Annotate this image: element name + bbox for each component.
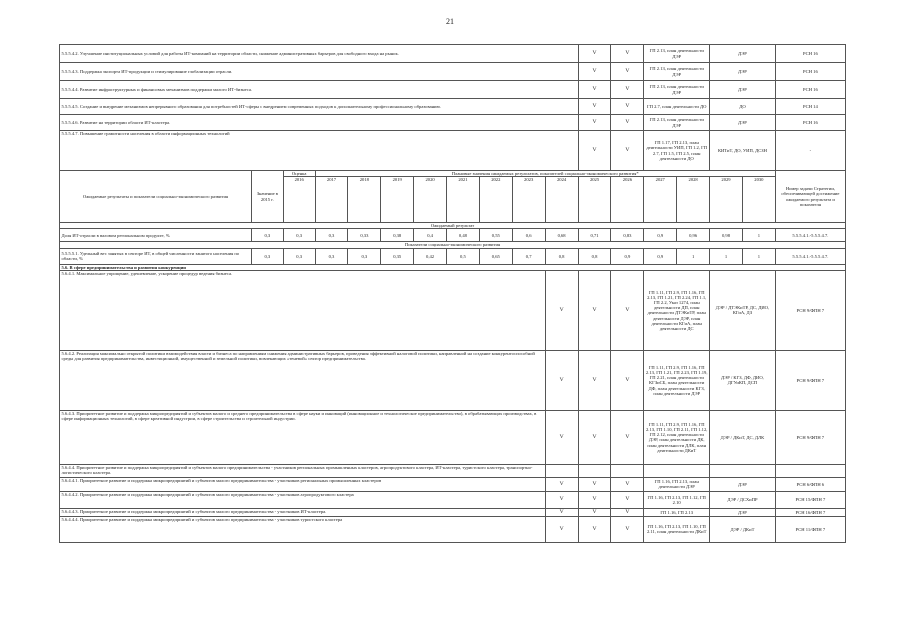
header-2015: Значение в 2015 г. xyxy=(251,171,283,223)
header-task: Номер задачи Стратегии, обеспечивающей достижение ожидаемого результата и показателя xyxy=(775,171,845,223)
executor: ДЭР xyxy=(710,63,776,81)
executor: ДО xyxy=(710,99,776,115)
mark-v: V xyxy=(611,491,644,508)
year-header: 2026 xyxy=(611,177,644,223)
measure-text: 5.5.5.4.6. Развитие на территории области ИТ-кластера. xyxy=(60,115,579,131)
program-ref: ГП 2.13, план деятельности ДЭР xyxy=(644,45,710,63)
executor: ДЭР xyxy=(710,115,776,131)
program-ref: ГП 1.11, ГП 2.9, ГП 1.16, ГП 2.13, ГП 1.21, ГП 2.23, ГП 1.19, ГП 2.21, план деятельности КГЗиСБ, план деятельности ДФ, план деятельности КГЗ, план деятельности ДЭР xyxy=(644,350,710,410)
table-row xyxy=(60,491,846,508)
mark-v: V xyxy=(545,350,578,410)
value-cell: 0,48 xyxy=(447,229,480,242)
year-header: 2021 xyxy=(447,177,480,223)
year-header: 2019 xyxy=(381,177,414,223)
year-header: 2018 xyxy=(348,177,381,223)
program-ref: ГП 2.13, план деятельности ДЭР xyxy=(644,115,710,131)
measure-text: 5.6.4.4.3. Приоритетное развитие и поддержка микропредприятий и субъектов малого предпринимательства - участников ИТ-кластера. xyxy=(60,508,546,516)
value-cell: 0,42 xyxy=(414,248,447,264)
value-cell: 0,4 xyxy=(414,229,447,242)
year-header: 2029 xyxy=(710,177,743,223)
table-row xyxy=(60,81,846,99)
measure-text: 5.6.4.4.2. Приоритетное развитие и поддержка микропредприятий и субъектов малого предпринимательства - участников агропродуктового кластера xyxy=(60,491,546,508)
mark-v: V xyxy=(578,270,611,350)
measure-text: 5.6.4.4.1. Приоритетное развитие и поддержка микропредприятий и субъектов малого предпринимательства - участников региональных промышленных кластеров xyxy=(60,477,546,491)
value-cell: 0,3 xyxy=(283,229,315,242)
program-ref: ГП 2.13, план деятельности ДЭР xyxy=(644,63,710,81)
value-cell: 0,9 xyxy=(644,248,677,264)
mark-v: V xyxy=(611,115,644,131)
mark-v: V xyxy=(578,508,611,516)
mark-v: V xyxy=(545,516,578,542)
value-cell: 0,96 xyxy=(677,229,710,242)
measure-text: 5.5.5.4.2. Улучшение институциональных условий для работы ИТ-компаний на территории области, снижение административных барьеров для свободного входа на рынок. xyxy=(60,45,579,63)
mark-v: V xyxy=(611,131,644,171)
measure-text: 5.5.5.4.5. Создание и внедрение механизмов непрерывного образования для потребностей ИТ-сферы с внедрением современных подходов к дополнительному профессиональному образованию. xyxy=(60,99,579,115)
measure-text: 5.6.4.4.4. Приоритетное развитие и поддержка микропредприятий и субъектов малого предпринимательства - участников туристского кластера xyxy=(60,516,546,542)
mark-v: V xyxy=(545,410,578,464)
rsn-ref: РСН 11/ФПН 7 xyxy=(775,516,845,542)
program-ref: ГП 1.16, ГП 2.13, план деятельности ДЭР xyxy=(644,477,710,491)
executor: ДЭР xyxy=(710,508,776,516)
value-cell: 1 xyxy=(742,248,775,264)
executor: ДЭР / ДТЭКиТР, ДС, ДИО, КГиА, ДЗ xyxy=(710,270,776,350)
table-row xyxy=(60,410,846,464)
executor: ДЭР / ДКиТ xyxy=(710,516,776,542)
task-ref: 5.5.5.4.1.-5.5.5.4.7. xyxy=(775,248,845,264)
year-header: 2024 xyxy=(545,177,578,223)
mark-v: V xyxy=(578,81,611,99)
value-cell: 0,7 xyxy=(512,248,545,264)
measure-text: 5.5.5.4.7. Повышение грамотности населения в области информационных технологий xyxy=(60,131,579,171)
value-cell: 0,3 xyxy=(315,248,348,264)
value-cell: 0,9 xyxy=(644,229,677,242)
mark-v: V xyxy=(578,516,611,542)
measure-text: 5.6.4.1. Максимальное упрощение, удешевление, ускорение процедур ведения бизнеса. xyxy=(60,270,546,350)
value-cell: 0,83 xyxy=(611,229,644,242)
mark-v: V xyxy=(545,270,578,350)
value-cell: 0,6 xyxy=(512,229,545,242)
strategy-table xyxy=(59,44,846,543)
mark-v: V xyxy=(611,477,644,491)
base-value: 0,3 xyxy=(251,229,283,242)
mark-v: V xyxy=(578,477,611,491)
value-cell: 0,3 xyxy=(315,229,348,242)
mark-v: V xyxy=(578,491,611,508)
section-title: 5.6. В сфере предпринимательства и развития конкуренции xyxy=(60,264,846,270)
executor: ДЭР xyxy=(710,81,776,99)
value-cell: 1 xyxy=(742,229,775,242)
value-cell: 0,8 xyxy=(578,248,611,264)
mark-v: V xyxy=(611,350,644,410)
program-ref: ГП 1.11, ГП 2.9, ГП 1.16, ГП 2.13, ГП 1.21, ГП 2.24, ГП 1.1, ГП 2.2, Указ 1274, план деятельности ДП, план деятельности ДТЭКиТР, план деятельности ДЭР, план деятельности КГиА, план деятельности ДС xyxy=(644,270,710,350)
mark-v: V xyxy=(545,508,578,516)
rsn-ref: - xyxy=(775,131,845,171)
rsn-ref: РСН 14 xyxy=(775,99,845,115)
program-ref: ГП 1.17, ГП 2.13, план деятельности УИП, ГП 1.2, ГП 2.7, ГП 1.5, ГП 2.5, план деятельности ДО xyxy=(644,131,710,171)
expected-results-label: Ожидаемый результат xyxy=(60,223,846,229)
task-ref: 5.5.5.4.1.-5.5.5.4.7. xyxy=(775,229,845,242)
mark-v: V xyxy=(611,63,644,81)
indicators-label: Показатели социально-экономического развития xyxy=(60,242,846,248)
table-row xyxy=(60,131,846,171)
page-number: 21 xyxy=(446,17,454,26)
program-ref: ГП 2.7, план деятельности ДО xyxy=(644,99,710,115)
value-cell: 0,5 xyxy=(447,248,480,264)
rsn-ref: РСН 15/ФПН 7 xyxy=(775,491,845,508)
rsn-ref: РСН 6/ФПН 6 xyxy=(775,477,845,491)
mark-v: V xyxy=(578,45,611,63)
measure-text: 5.6.4.2. Реализация максимально открытой политики взаимодействия власти и бизнеса по направлениям снижения административных барьеров, проведения эффективной налоговой политики, направленной на создание конкурентоспособной среды для развития предпринимательства, инвестиционной, имущественной и земельной политики, вовлекающих «теневой» сектор предпринимательства. xyxy=(60,350,546,410)
value-cell: 0,98 xyxy=(710,229,743,242)
mark-v: V xyxy=(545,477,578,491)
table-row xyxy=(60,477,846,491)
rsn-ref xyxy=(775,464,845,477)
mark-v: V xyxy=(611,81,644,99)
year-header: 2027 xyxy=(644,177,677,223)
mark-v: V xyxy=(578,410,611,464)
table-row xyxy=(60,508,846,516)
program-ref: ГП 1.16, ГП 2.13, ГП 1.12, ГП 2.10 xyxy=(644,491,710,508)
value-cell: 1 xyxy=(710,248,743,264)
year-header: 2030 xyxy=(742,177,775,223)
mark-v xyxy=(578,464,611,477)
rsn-ref: РСН 16 xyxy=(775,45,845,63)
rsn-ref: РСН 16 xyxy=(775,115,845,131)
executor: ДЭР / ДСХиПР xyxy=(710,491,776,508)
value-cell: 0,3 xyxy=(283,248,315,264)
program-ref: ГП 1.16, ГП 2.13 xyxy=(644,508,710,516)
year-header: 2025 xyxy=(578,177,611,223)
header-planned: Плановые значения ожидаемых результатов, показателей социально-экономического развития* xyxy=(315,171,775,177)
value-cell: 1 xyxy=(677,248,710,264)
indicator-name: Доля ИТ-отрасли в валовом региональном продукте, % xyxy=(60,229,252,242)
executor: КИТиТ, ДО, УИП, ДСЗН xyxy=(710,131,776,171)
year-header: 2028 xyxy=(677,177,710,223)
table-row xyxy=(60,115,846,131)
value-cell: 0,8 xyxy=(545,248,578,264)
executor: ДЭР xyxy=(710,477,776,491)
measure-text: 5.5.5.4.3. Поддержка экспорта ИТ-продукции и стимулирование глобализации отрасли. xyxy=(60,63,579,81)
program-ref: ГП 1.16, ГП 2.13, ГП 1.10, ГП 2.11, план деятельности ДКиТ xyxy=(644,516,710,542)
measure-text: 5.6.4.4. Приоритетное развитие и поддержка микропредприятий и субъектов малого предпринимательства - участников региональных промышленных кластеров, агропродуктового кластера, ИТ-кластера, туристского кластера, транспортно-логистического кластера. xyxy=(60,464,546,477)
table-row xyxy=(60,99,846,115)
table-row xyxy=(60,248,846,264)
executor xyxy=(710,464,776,477)
indicator-name: 5.5.5.5.1. Удельный вес занятых в секторе ИТ, в общей численности занятого населения по области, % xyxy=(60,248,252,264)
measure-text: 5.6.4.3. Приоритетное развитие и поддержка микропредприятий и субъектов малого и среднего предпринимательства в сфере науки и инноваций (инновационное и технологическое предпринимательство), в обрабатывающих производствах, в сфере информационных технологий, в сфере креативной индустрии, в сфере строительства и строительной индустрии. xyxy=(60,410,546,464)
year-header: 2022 xyxy=(479,177,512,223)
measure-text: 5.5.5.4.4. Развитие инфраструктурных и финансовых механизмов поддержки малого ИТ-бизнеса. xyxy=(60,81,579,99)
mark-v xyxy=(545,464,578,477)
rsn-ref: РСН 9/ФПН 7 xyxy=(775,270,845,350)
value-cell: 0,38 xyxy=(381,229,414,242)
rsn-ref: РСН 9/ФПН 7 xyxy=(775,350,845,410)
rsn-ref: РСН 9/ФПН 7 xyxy=(775,410,845,464)
rsn-ref: РСН 16 xyxy=(775,81,845,99)
executor: ДЭР / ДКиТ, ДС, ДЛК xyxy=(710,410,776,464)
value-cell: 0,9 xyxy=(611,248,644,264)
header-rating: Оценка xyxy=(283,171,315,177)
mark-v: V xyxy=(611,45,644,63)
rsn-ref: РСН 16/ФПН 7 xyxy=(775,508,845,516)
year-header: 2023 xyxy=(512,177,545,223)
program-ref: ГП 2.13, план деятельности ДЭР xyxy=(644,81,710,99)
rsn-ref: РСН 16 xyxy=(775,63,845,81)
year-header: 2016 xyxy=(283,177,315,223)
base-value: 0,3 xyxy=(251,248,283,264)
table-row xyxy=(60,63,846,81)
year-header: 2020 xyxy=(414,177,447,223)
executor: ДЭР xyxy=(710,45,776,63)
mark-v: V xyxy=(545,491,578,508)
mark-v: V xyxy=(578,63,611,81)
value-cell: 0,65 xyxy=(479,248,512,264)
mark-v xyxy=(611,464,644,477)
mark-v: V xyxy=(611,516,644,542)
table-row xyxy=(60,350,846,410)
header-indicator: Ожидаемые результаты и показатели социально-экономического развития xyxy=(60,171,252,223)
mark-v: V xyxy=(578,350,611,410)
program-ref: ГП 1.11, ГП 2.9, ГП 1.16, ГП 2.13, ГП 1.10, ГП 2.11, ГП 1.12, ГП 2.12, план деятельности ДЭР, план деятельности ДК, план деятельности ДЛК, план деятельности ДКиТ xyxy=(644,410,710,464)
mark-v: V xyxy=(611,270,644,350)
table-row xyxy=(60,45,846,63)
table-row xyxy=(60,464,846,477)
mark-v: V xyxy=(611,410,644,464)
value-cell: 0,35 xyxy=(381,248,414,264)
table-row xyxy=(60,516,846,542)
value-cell: 0,33 xyxy=(348,229,381,242)
value-cell: 0,55 xyxy=(479,229,512,242)
executor: ДЭР / КГЗ, ДФ, ДИО, ДГУиКП, ДСП xyxy=(710,350,776,410)
table-row xyxy=(60,229,846,242)
mark-v: V xyxy=(578,115,611,131)
year-header: 2017 xyxy=(315,177,348,223)
value-cell: 0,68 xyxy=(545,229,578,242)
mark-v: V xyxy=(578,131,611,171)
value-cell: 0,3 xyxy=(348,248,381,264)
mark-v: V xyxy=(578,99,611,115)
table-row xyxy=(60,270,846,350)
mark-v: V xyxy=(611,99,644,115)
mark-v: V xyxy=(611,508,644,516)
program-ref xyxy=(644,464,710,477)
value-cell: 0,71 xyxy=(578,229,611,242)
